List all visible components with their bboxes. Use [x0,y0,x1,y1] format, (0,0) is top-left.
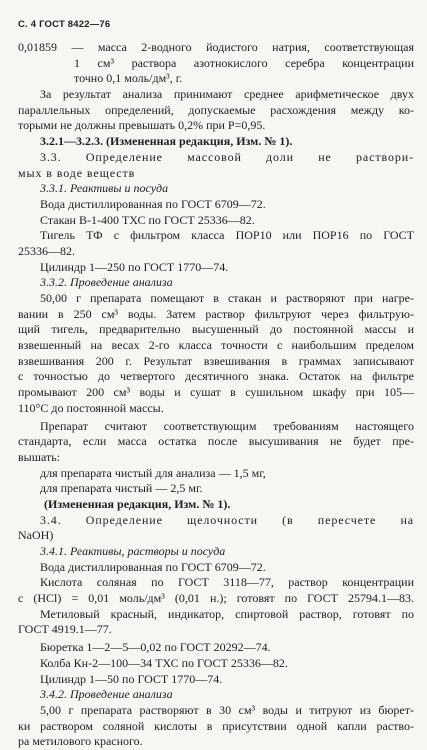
text-line: Цилиндр 1—250 по ГОСТ 1770—74. [40,259,229,274]
text-line: стандарта, если масса остатка после высушивания не будет пре- [18,434,414,449]
section-heading: мых в воде веществ [18,165,136,180]
text-line: c (HCl) = 0,01 моль/дм³ (0,01 н.); готовят по ГОСТ 25794.1—83. [18,591,414,606]
text-line: За результат анализа принимают среднее арифметическое двух [40,87,414,102]
text-line: Бюретка 1—2—5—0,02 по ГОСТ 20292—74. [40,640,271,655]
subsection-heading: 3.3.1. Реактивы и посуда [40,181,169,196]
section-heading: 3.4. Определение щелочности (в пересчете на [40,512,414,527]
text-line: промывают 200 см³ воды и сушат в сушильном шкафу при 105— [18,385,414,400]
text-line: Препарат считают соответствующим требованиям настоящего [40,418,414,433]
text-line: Метиловый красный, индикатор, спиртовой раствор, готовят по [40,606,414,621]
document-body [18,40,414,750]
text-line: ГОСТ 4919.1—77. [18,622,112,637]
section-heading: NaOH) [18,528,54,543]
text-line: 110°С до постоянной массы. [18,400,164,415]
page-header [18,19,110,30]
text-line: взвешивания 200 г. Результат взвешивания в граммах записывают [18,353,414,368]
standard-id: ГОСТ 8422—76 [39,19,111,30]
text-line: для препарата чистый для анализа — 1,5 мг, [40,465,266,480]
text-line: Вода дистиллированная по ГОСТ 6709—72. [40,196,266,211]
text-line: торыми не должны превышать 0,2% при P=0,95. [18,118,266,133]
text-line: Цилиндр 1—50 по ГОСТ 1770—74. [40,671,223,686]
text-line: параллельных определений, допускаемые расхождения между ко- [18,102,414,117]
text-line: 50,00 г препарата помещают в стакан и растворяют при нагре- [40,291,414,305]
text-line: 25336—82. [18,243,75,258]
text-line: с точностью до четвертого десятичного знака. Остаток на фильтре [18,369,414,384]
text-line: Кислота соляная по ГОСТ 3118—77, раствор концентрации [40,575,414,590]
text-line: 0,01859 — масса 2-водного йодистого натрия, соответствующая [18,40,414,54]
subsection-heading: 3.4.1. Реактивы, растворы и посуда [40,544,226,558]
text-line: ки раствором соляной кислоты в присутствии одной капли раство- [18,718,414,733]
revision-note: 3.2.1—3.2.3. (Измененная редакция, Изм. № 1). [40,134,293,149]
text-line: Стакан В-1-400 ТХС по ГОСТ 25336—82. [40,212,255,227]
text-line: для препарата чистый — 2,5 мг. [40,481,203,496]
text-line: ра метилового красного. [18,734,143,749]
text-line: вании в 250 см³ воды. Затем раствор фильтруют через фильтрую- [18,306,414,321]
subsection-heading: 3.3.2. Проведение анализа [40,275,173,290]
section-heading: 3.3. Определение массовой доли не раствори- [40,149,414,164]
text-line: вышать: [18,449,61,464]
text-line: щий тигель, предварительно высушенный до постоянной массы и [18,322,414,337]
text-line: Колба Кн-2—100—34 ТХС по ГОСТ 25336—82. [40,655,288,670]
revision-note: (Измененная редакция, Изм. № 1). [44,496,231,511]
text-line: 1 см³ раствора азотнокислого серебра концентрации [74,55,414,70]
text-line: Тигель ТФ с фильтром класса ПОР10 или ПОР16 по ГОСТ [40,228,414,243]
page-number: С. 4 [18,19,37,30]
text-line: точно 0,1 моль/дм³, г. [74,71,183,86]
subsection-heading: 3.4.2. Проведение анализа [40,687,173,702]
text-line: 5,00 г препарата растворяют в 30 см³ воды и титруют из бюрет- [40,702,414,717]
text-line: Вода дистиллированная по ГОСТ 6709—72. [40,559,266,574]
text-line: взвешенный на весах 2-го класса точности с наибольшим пределом [18,338,414,353]
